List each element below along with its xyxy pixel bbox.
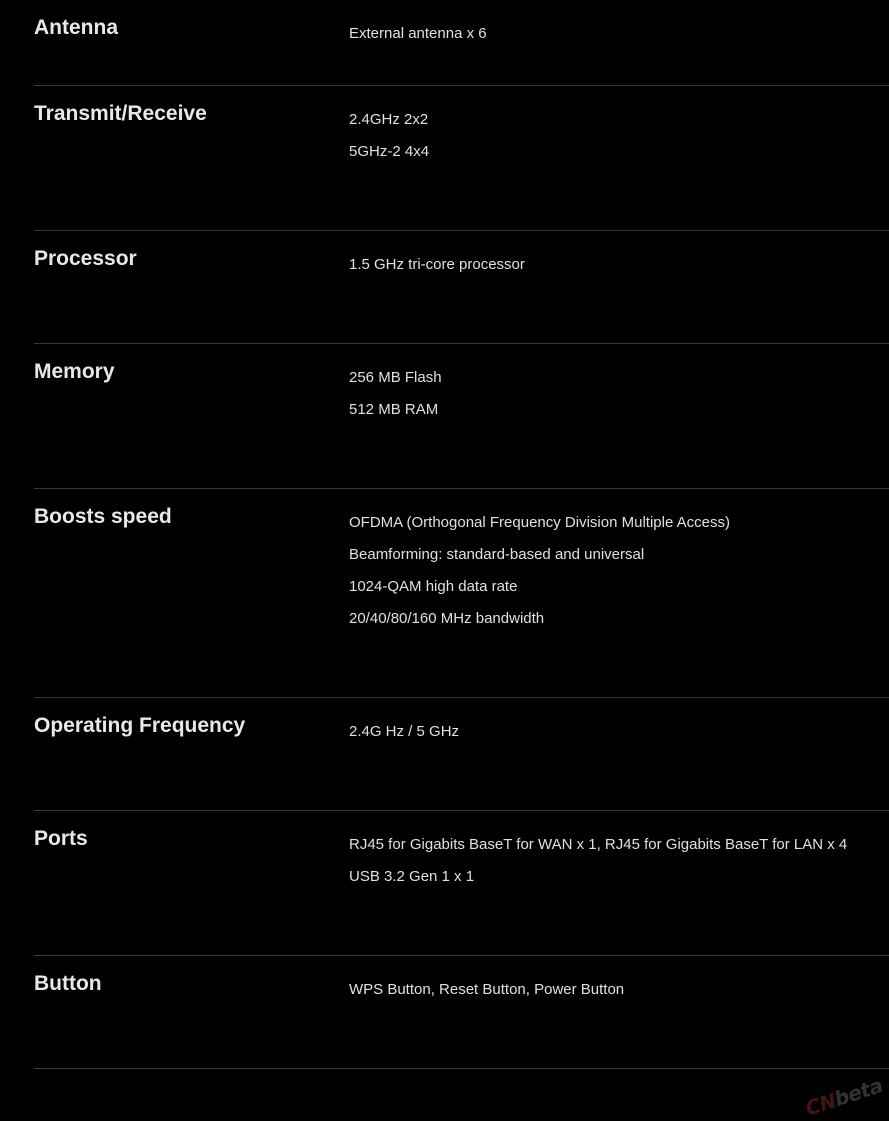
spec-row-transmit-receive [34, 86, 889, 231]
spec-label: Memory [34, 360, 115, 383]
spec-value: 256 MB Flash [349, 369, 442, 386]
spec-value: RJ45 for Gigabits BaseT for WAN x 1, RJ45 for Gigabits BaseT for LAN x 4 [349, 836, 848, 853]
spec-label: Transmit/Receive [34, 102, 207, 125]
spec-values [349, 362, 442, 426]
watermark-part1: CN [802, 1088, 839, 1121]
spec-value: OFDMA (Orthogonal Frequency Division Multiple Access) [349, 514, 730, 531]
spec-row-memory [34, 344, 889, 489]
spec-value: WPS Button, Reset Button, Power Button [349, 981, 625, 998]
watermark-part2: beta [831, 1073, 885, 1112]
spec-values [349, 18, 487, 50]
spec-row-antenna [34, 0, 889, 86]
spec-label: Antenna [34, 16, 118, 39]
spec-label: Operating Frequency [34, 714, 246, 737]
spec-values [349, 507, 730, 635]
spec-table [34, 0, 889, 1069]
spec-value: Beamforming: standard-based and universal [349, 546, 645, 563]
spec-row-processor [34, 231, 889, 344]
spec-value: 1.5 GHz tri-core processor [349, 256, 525, 273]
spec-value: 2.4GHz 2x2 [349, 111, 429, 128]
spec-value: 20/40/80/160 MHz bandwidth [349, 610, 545, 627]
spec-row-button [34, 956, 889, 1069]
spec-values [349, 249, 525, 281]
spec-row-operating-frequency [34, 698, 889, 811]
spec-value: 1024-QAM high data rate [349, 578, 518, 595]
spec-label: Button [34, 972, 102, 995]
spec-row-boosts-speed [34, 489, 889, 698]
spec-value: 5GHz-2 4x4 [349, 143, 430, 160]
spec-value: External antenna x 6 [349, 25, 487, 42]
spec-values [349, 716, 459, 748]
spec-values [349, 104, 429, 168]
spec-label: Processor [34, 247, 137, 270]
spec-value: 512 MB RAM [349, 401, 439, 418]
spec-values [349, 829, 847, 893]
spec-value: USB 3.2 Gen 1 x 1 [349, 868, 475, 885]
spec-label: Boosts speed [34, 505, 172, 528]
spec-value: 2.4G Hz / 5 GHz [349, 723, 460, 740]
watermark-logo [802, 1073, 885, 1120]
spec-label: Ports [34, 827, 88, 850]
spec-values [349, 974, 624, 1006]
spec-row-ports [34, 811, 889, 956]
